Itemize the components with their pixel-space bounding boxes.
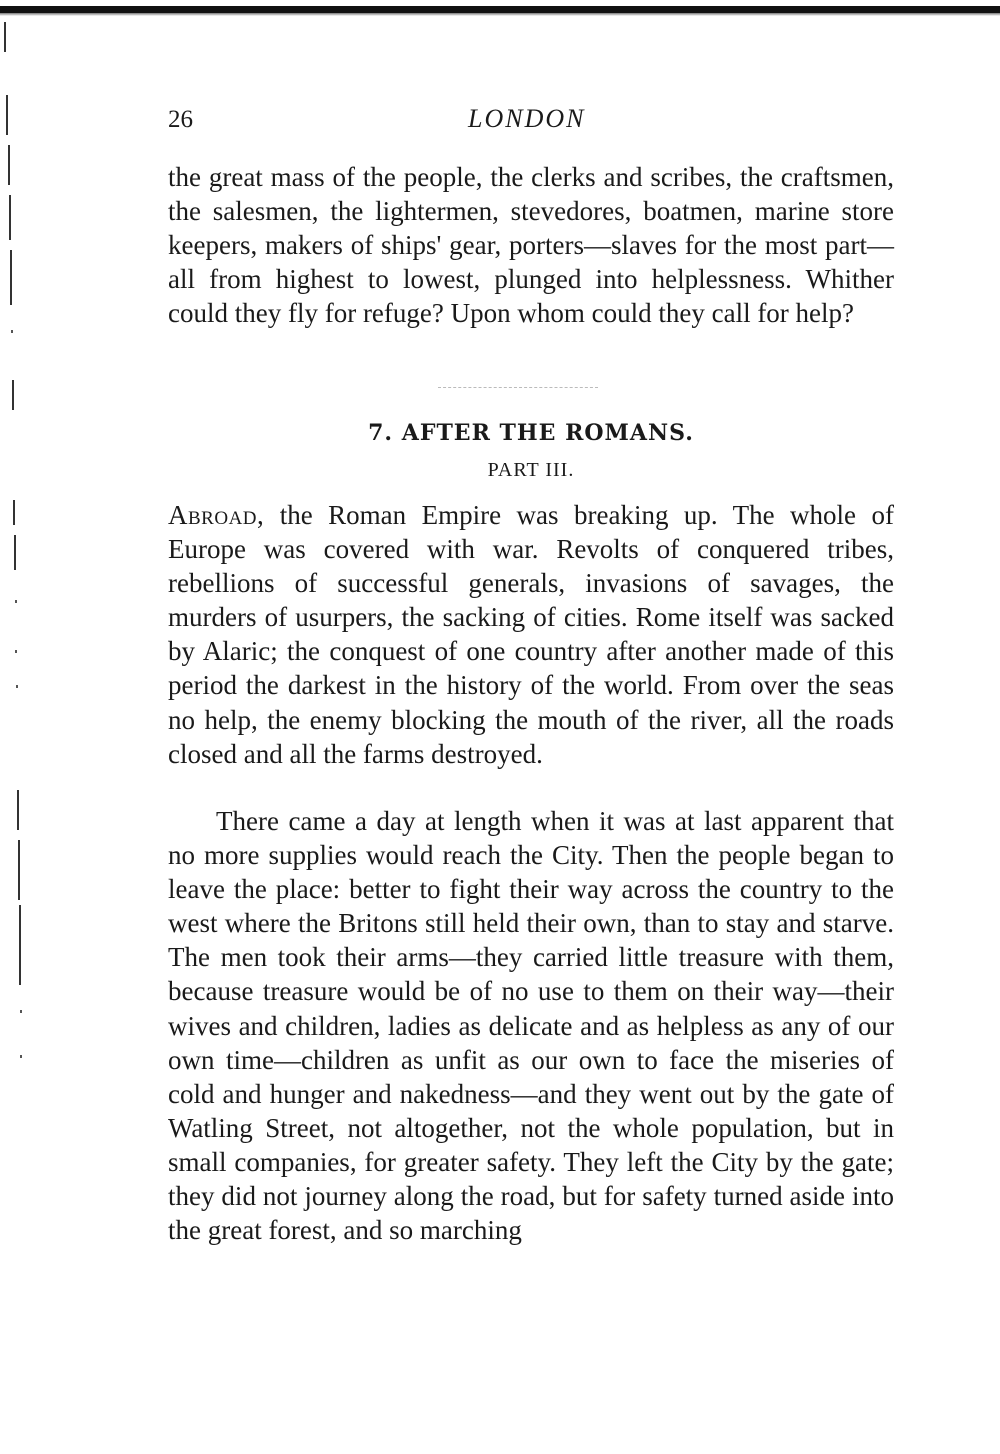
gutter-dot [20,1055,22,1058]
gutter-dot [15,650,17,653]
top-border-shadow [0,13,1000,16]
gutter-mark [13,500,15,525]
page-number: 26 [168,106,193,133]
section-divider [438,387,598,388]
gutter-mark [10,250,12,305]
gutter-dot [20,1010,22,1013]
section-heading: 7. AFTER THE ROMANS. [368,420,694,446]
paragraph-lead-word: Abroad, [168,500,265,530]
paragraph-exodus: There came a day at length when it was at last apparent that no more supplies would reach the City. Then the people began to leave the place: better to fight their way across the country to the west where the Britons still held their own, than to stay and starve. The men took their arms—they carried little treasure with them, because treasure would be of no use to them on their way—their wives and children, ladies as delicate and as helpless as any of our own time—children as unfit as our own to face the miseries of cold and hunger and nakedness—and they went out by the gate of Watling Street, not altogether, not the whole population, but in small companies, for greater safety. They left the City by the gate; they did not journey along the road, but for safety turned aside into the great forest, and so marching [168,806,894,1246]
gutter-mark [12,380,14,410]
gutter-mark [14,535,16,570]
gutter-dot [16,685,18,688]
gutter-mark [9,195,11,240]
gutter-mark [19,905,21,985]
top-border-rule [0,6,1000,13]
section-part-label: PART III. [487,459,575,481]
running-head: LONDON [468,104,586,133]
gutter-dot [11,330,13,333]
gutter-dot [15,600,17,603]
continued-paragraph: the great mass of the people, the clerks and scribes, the craftsmen, the salesmen, the lightermen, stevedores, boatmen, marine store keepers, makers of ships' gear, porters—slaves for the most part—all from highest to lowest, plunged into helplessness. Whither could they fly for refuge? Upon whom could they call for help? [168,162,894,329]
gutter-mark [18,840,20,900]
gutter-mark [6,95,8,135]
gutter-mark [8,145,10,185]
gutter-mark [4,22,6,52]
paragraph-abroad-text: the Roman Empire was breaking up. The whole of Europe was covered with war. Revolts of conquered tribes, rebellions of successful generals, invasions of savages, the murders of usurpers, the sacking of cities. Rome itself was sacked by Alaric; the conquest of one country after another made of this period the darkest in the history of the world. From over the seas no help, the enemy blocking the mouth of the river, all the roads closed and all the farms destroyed. [168,500,894,769]
paragraph-abroad [168,498,894,771]
gutter-mark [17,790,19,830]
